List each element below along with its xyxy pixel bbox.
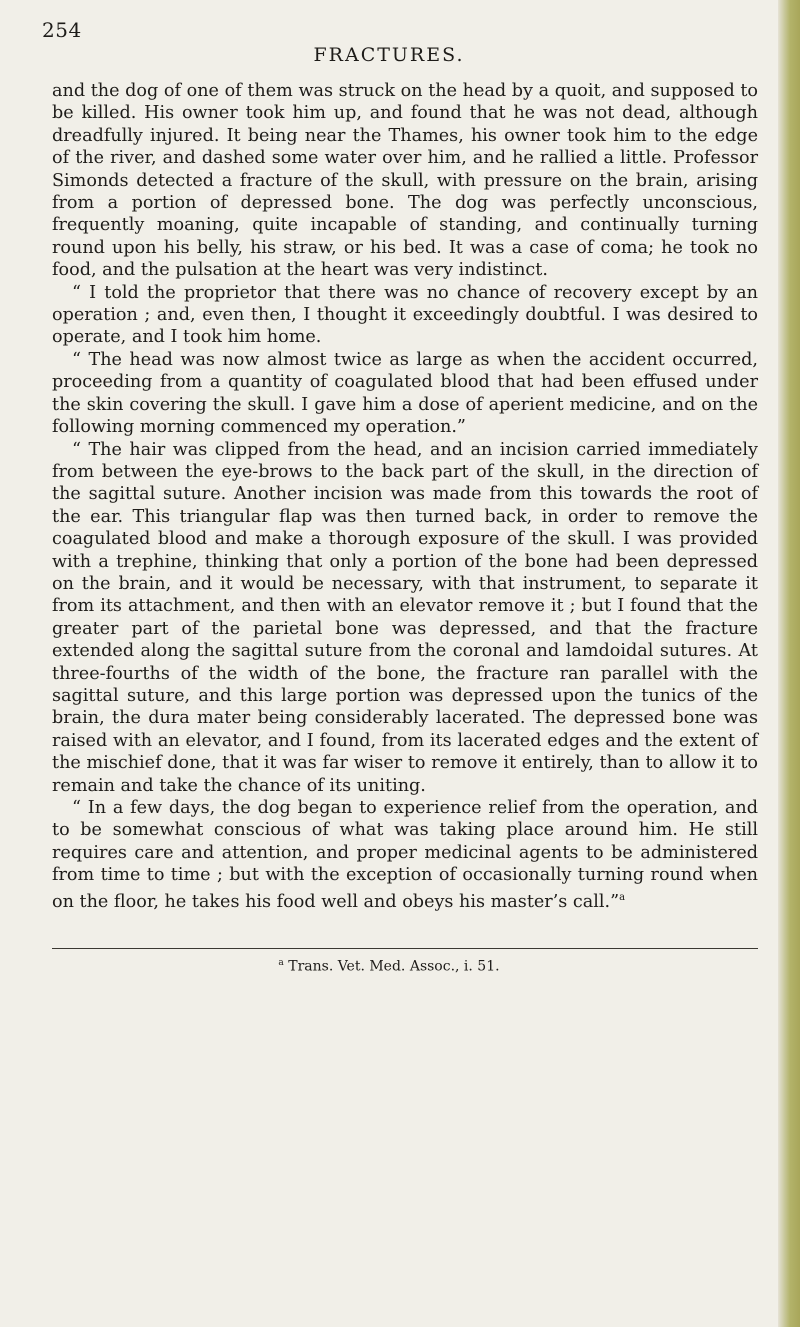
footnote — [0, 958, 778, 975]
paragraph: “ The hair was clipped from the head, and an incision carried immediately from between the eye-brows to the back part of the skull, in the direction of the sagittal suture. Another incision was made from this towards the root of the ear. This triangular flap was then turned back, in order to remove the coagulated blood and make a thorough exposure of the skull. I was provided with a trephine, thinking that only a portion of the bone had been depressed on the brain, and it would be necessary, with that instrument, to separate it from its attachment, and then with an elevator remove it ; but I found that the greater part of the parietal bone was depressed, and that the fracture extended along the sagittal suture from the coronal and lamdoidal sutures. At three-fourths of the width of the bone, the fracture ran parallel with the sagittal suture, and this large portion was depressed upon the tunics of the brain, the dura mater being considerably lacerated. The depressed bone was raised with an elevator, and I found, from its lacerated edges and the extent of the mischief done, that it was far wiser to remove it entirely, than to allow it to remain and take the chance of its uniting. — [52, 439, 758, 796]
paragraph: “ I told the proprietor that there was no chance of recovery except by an operation ; and, even then, I thought it exceedingly doubtful. I was desired to operate, and I took him home. — [52, 282, 758, 348]
footnote-marker: a — [278, 958, 284, 968]
footnote-reference: a — [619, 891, 626, 903]
paragraph: “ The head was now almost twice as large as when the accident occurred, proceeding from a quantity of coagulated blood that had been effused under the skin covering the skull. I gave him a dose of aperient medicine, and on the following morning commenced my operation.” — [52, 349, 758, 438]
paragraph-with-note — [52, 797, 758, 913]
page-number: 254 — [42, 18, 82, 42]
page-edge-shadow — [778, 0, 800, 1327]
body-text — [52, 80, 758, 913]
footnote-text: Trans. Vet. Med. Assoc., i. 51. — [288, 958, 500, 975]
running-title: FRACTURES. — [313, 44, 465, 66]
paragraph: and the dog of one of them was struck on the head by a quoit, and supposed to be killed. His owner took him up, and found that he was not dead, although dreadfully injured. It being near the Thames, his owner took him to the edge of the river, and dashed some water over him, and he rallied a little. Professor Simonds detected a fracture of the skull, with pressure on the brain, arising from a portion of depressed bone. The dog was perfectly unconscious, frequently moaning, quite incapable of standing, and continually turning round upon his belly, his straw, or his bed. It was a case of coma; he took no food, and the pulsation at the heart was very indistinct. — [52, 81, 758, 281]
footnote-divider — [52, 948, 758, 949]
paragraph-text: “ In a few days, the dog began to experience relief from the operation, and to be somewhat conscious of what was taking place around him. He still requires care and attention, and proper medicinal agents to be administered from time to time ; but with the exception of occasionally turning round when on the floor, he takes his food well and obeys his master’s call.” — [52, 798, 758, 912]
